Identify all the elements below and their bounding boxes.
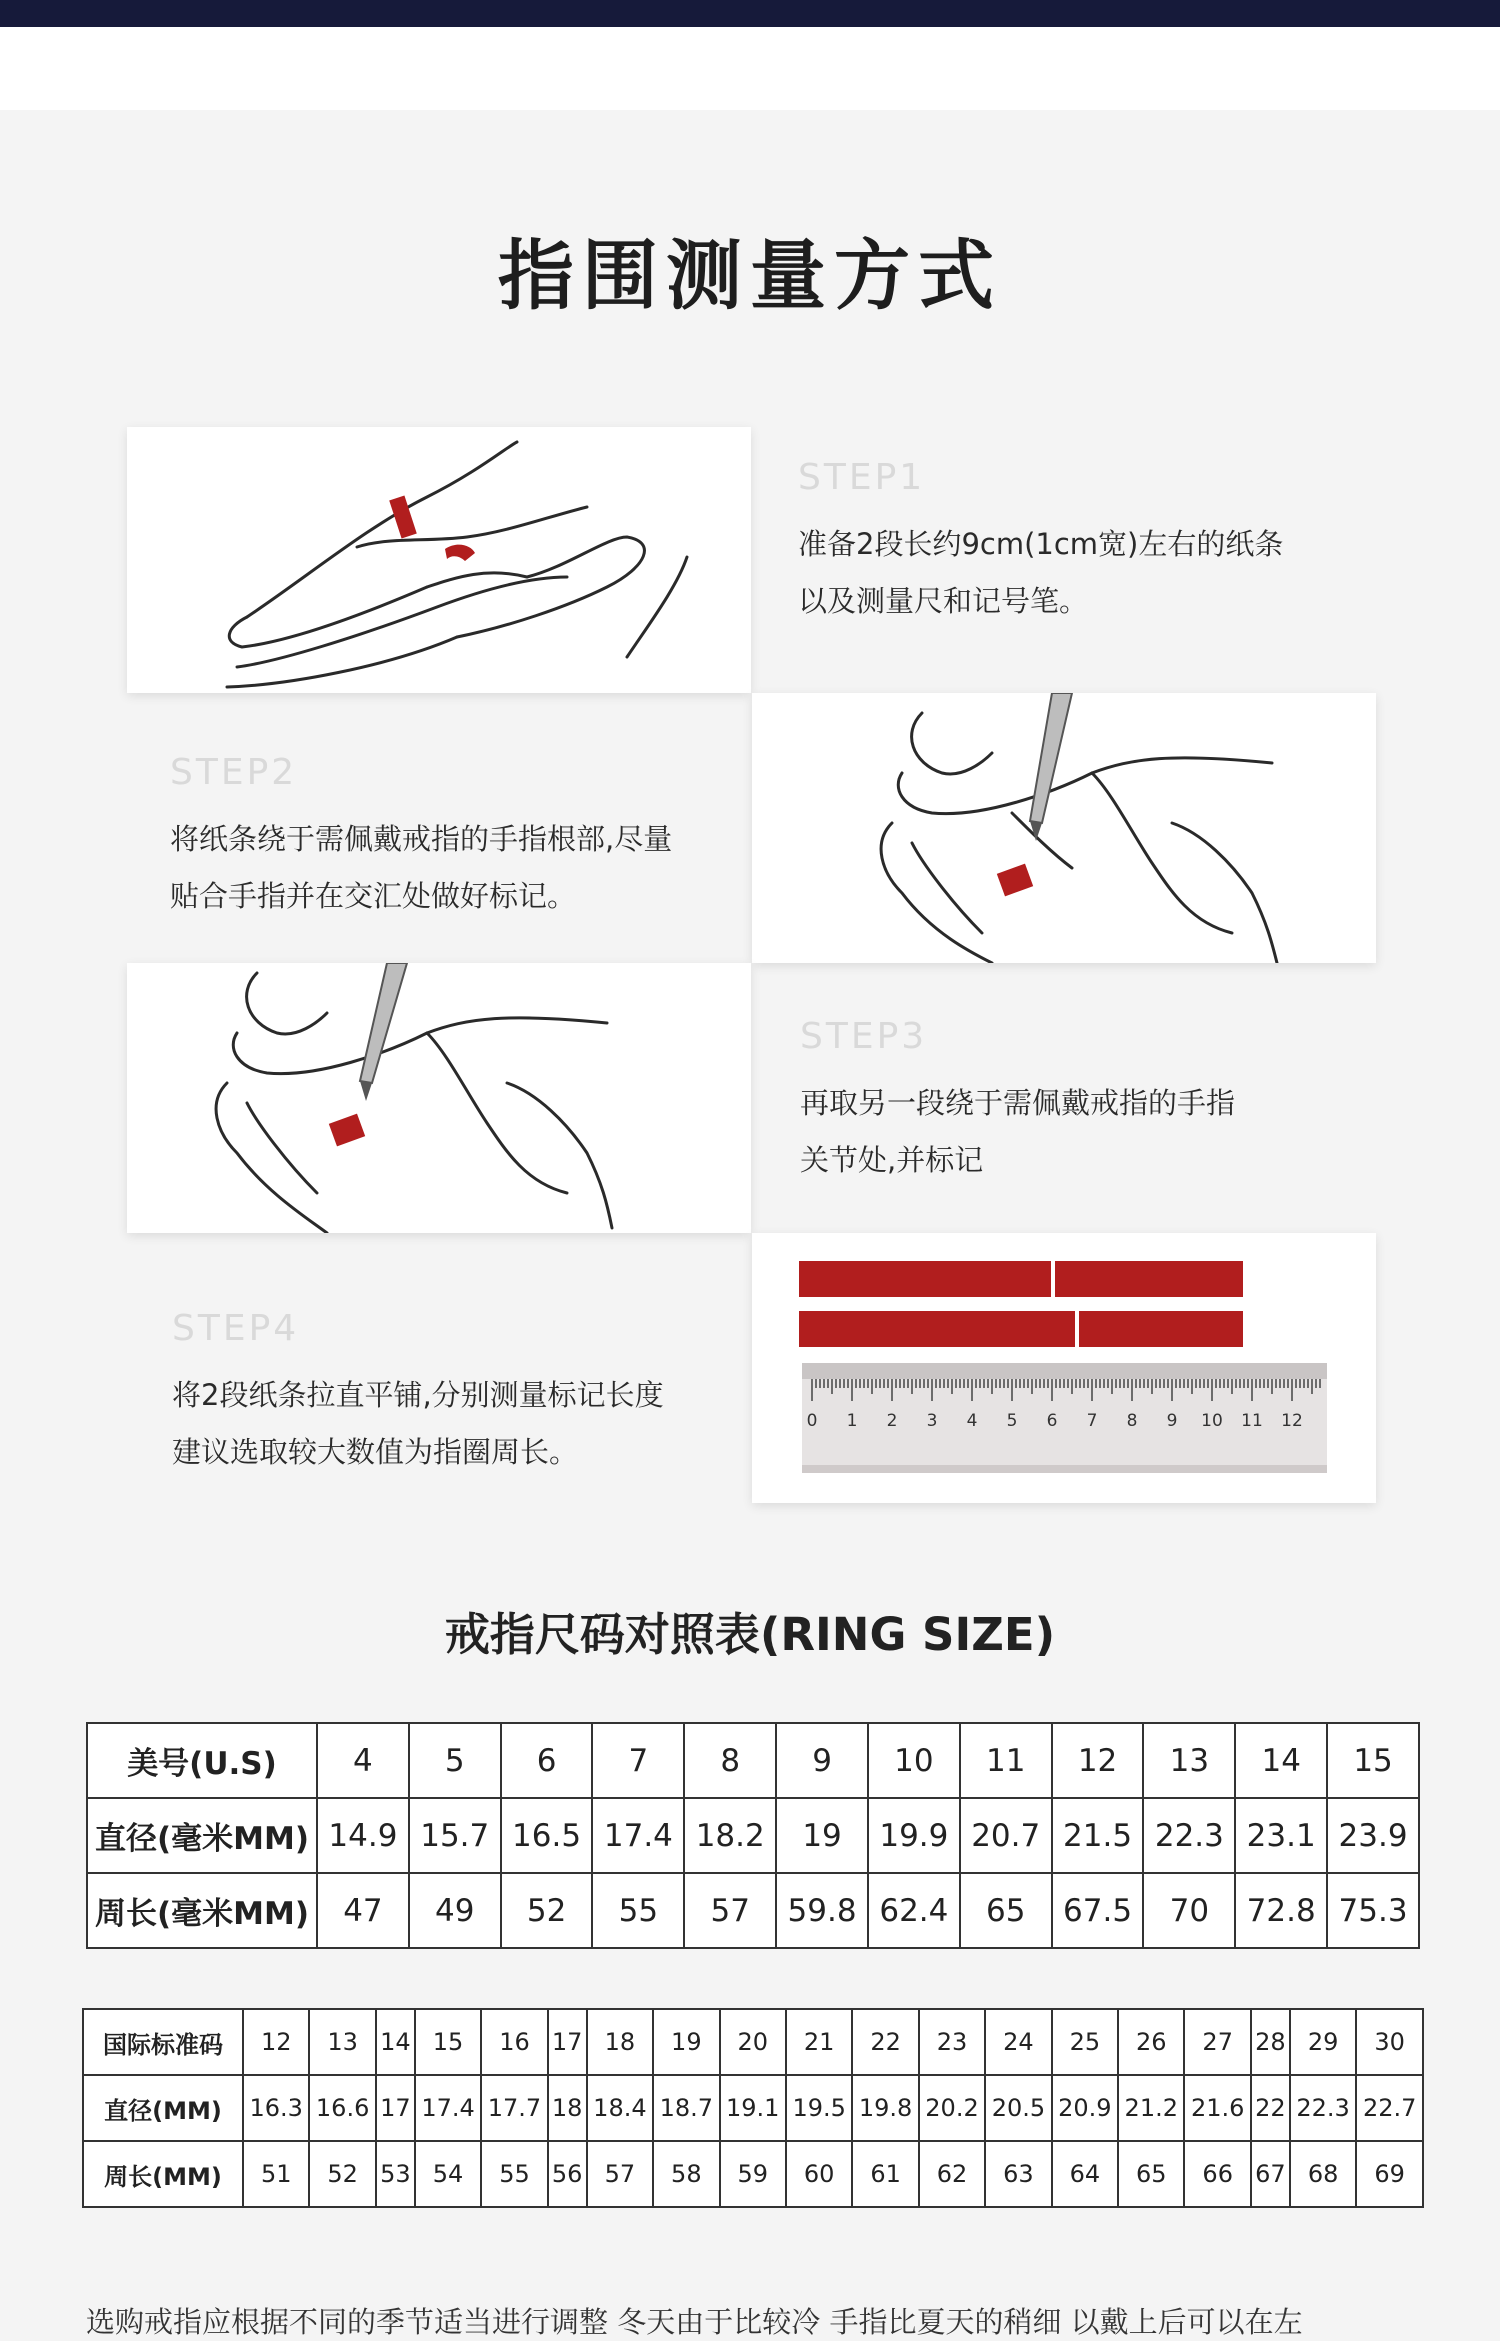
ruler-number: 10 <box>1201 1411 1223 1431</box>
us-size-cell: 8 <box>684 1723 776 1798</box>
us-size-cell: 47 <box>317 1873 409 1948</box>
intl-size-cell: 51 <box>243 2141 309 2207</box>
us-size-cell: 14 <box>1235 1723 1327 1798</box>
ring-size-title: 戒指尺码对照表(RING SIZE) <box>444 1608 1056 1661</box>
us-size-cell: 52 <box>501 1873 593 1948</box>
intl-size-cell: 29 <box>1290 2009 1356 2075</box>
intl-size-cell: 68 <box>1290 2141 1356 2207</box>
intl-size-cell: 63 <box>985 2141 1051 2207</box>
intl-size-cell: 66 <box>1184 2141 1250 2207</box>
us-size-cell: 17.4 <box>592 1798 684 1873</box>
step2-text <box>170 752 730 925</box>
intl-size-cell: 54 <box>415 2141 481 2207</box>
step1-text <box>798 457 1358 630</box>
hand-with-paper-strip-image <box>127 427 751 693</box>
step4-label: STEP4 <box>172 1308 300 1349</box>
intl-size-cell: 16.3 <box>243 2075 309 2141</box>
ruler-number: 2 <box>886 1411 898 1431</box>
intl-size-table <box>82 2008 1424 2208</box>
us-size-row <box>87 1723 1419 1798</box>
top-bar <box>0 0 1500 27</box>
ruler-number: 3 <box>926 1411 938 1431</box>
us-size-cell: 21.5 <box>1052 1798 1144 1873</box>
intl-size-cell: 26 <box>1118 2009 1184 2075</box>
us-size-cell: 19.9 <box>868 1798 960 1873</box>
us-size-cell: 4 <box>317 1723 409 1798</box>
intl-size-cell: 18.4 <box>587 2075 653 2141</box>
intl-size-cell: 20.2 <box>919 2075 985 2141</box>
ruler-number: 7 <box>1086 1411 1098 1431</box>
intl-size-cell: 22.7 <box>1356 2075 1423 2141</box>
intl-size-row-header: 国际标准码 <box>83 2009 243 2075</box>
intl-size-cell: 59 <box>720 2141 786 2207</box>
us-size-cell: 55 <box>592 1873 684 1948</box>
us-size-cell: 9 <box>776 1723 868 1798</box>
intl-size-cell: 65 <box>1118 2141 1184 2207</box>
intl-size-cell: 19.1 <box>720 2075 786 2141</box>
us-size-cell: 19 <box>776 1798 868 1873</box>
step1-label: STEP1 <box>798 457 926 498</box>
us-size-cell: 15.7 <box>409 1798 501 1873</box>
us-size-cell: 62.4 <box>868 1873 960 1948</box>
ruler-number: 12 <box>1281 1411 1303 1431</box>
intl-size-cell: 21.6 <box>1184 2075 1250 2141</box>
us-size-table <box>86 1722 1420 1949</box>
us-size-cell: 5 <box>409 1723 501 1798</box>
ruler-number: 8 <box>1126 1411 1138 1431</box>
intl-size-cell: 17.7 <box>481 2075 547 2141</box>
step2-label: STEP2 <box>170 752 298 793</box>
page-title: 指围测量方式 <box>498 231 1002 320</box>
intl-size-row <box>83 2141 1423 2207</box>
us-size-cell: 20.7 <box>960 1798 1052 1873</box>
us-size-cell: 67.5 <box>1052 1873 1144 1948</box>
intl-size-cell: 62 <box>919 2141 985 2207</box>
strips-and-ruler-image <box>752 1233 1376 1503</box>
intl-size-cell: 19.8 <box>852 2075 918 2141</box>
step3-line2: 关节处,并标记 <box>800 1143 984 1177</box>
us-size-cell: 23.1 <box>1235 1798 1327 1873</box>
us-size-row-header: 直径(毫米MM) <box>87 1798 317 1873</box>
us-size-cell: 7 <box>592 1723 684 1798</box>
intl-size-row-header: 直径(MM) <box>83 2075 243 2141</box>
intl-size-cell: 27 <box>1184 2009 1250 2075</box>
ruler-number: 6 <box>1046 1411 1058 1431</box>
us-size-cell: 49 <box>409 1873 501 1948</box>
intl-size-cell: 28 <box>1251 2009 1290 2075</box>
us-size-row-header: 周长(毫米MM) <box>87 1873 317 1948</box>
intl-size-cell: 21.2 <box>1118 2075 1184 2141</box>
step4-line2: 建议选取较大数值为指圈周长。 <box>172 1435 579 1469</box>
intl-size-row-header: 周长(MM) <box>83 2141 243 2207</box>
intl-size-cell: 64 <box>1052 2141 1118 2207</box>
us-size-cell: 70 <box>1143 1873 1235 1948</box>
us-size-row <box>87 1798 1419 1873</box>
intl-size-cell: 58 <box>653 2141 719 2207</box>
intl-size-cell: 17 <box>376 2075 415 2141</box>
intl-size-cell: 55 <box>481 2141 547 2207</box>
us-size-cell: 18.2 <box>684 1798 776 1873</box>
step1-line2: 以及测量尺和记号笔。 <box>798 584 1089 618</box>
us-size-cell: 16.5 <box>501 1798 593 1873</box>
intl-size-cell: 15 <box>415 2009 481 2075</box>
step1-illustration <box>127 427 751 693</box>
ruler-number: 9 <box>1166 1411 1178 1431</box>
intl-size-cell: 14 <box>376 2009 415 2075</box>
step4-line1: 将2段纸条拉直平铺,分别测量标记长度 <box>172 1378 664 1412</box>
intl-size-cell: 19 <box>653 2009 719 2075</box>
intl-size-cell: 18 <box>548 2075 587 2141</box>
intl-size-cell: 30 <box>1356 2009 1423 2075</box>
ruler-number: 5 <box>1006 1411 1018 1431</box>
us-size-cell: 22.3 <box>1143 1798 1235 1873</box>
intl-size-cell: 25 <box>1052 2009 1118 2075</box>
intl-size-cell: 22.3 <box>1290 2075 1356 2141</box>
step3-text <box>800 1016 1360 1189</box>
us-size-cell: 6 <box>501 1723 593 1798</box>
header-band <box>0 27 1500 110</box>
us-size-cell: 11 <box>960 1723 1052 1798</box>
us-size-row <box>87 1873 1419 1948</box>
marking-finger-image <box>752 693 1376 963</box>
ruler-number: 4 <box>966 1411 978 1431</box>
intl-size-cell: 23 <box>919 2009 985 2075</box>
us-size-cell: 15 <box>1327 1723 1419 1798</box>
step3-label: STEP3 <box>800 1016 928 1057</box>
ruler-number: 1 <box>846 1411 858 1431</box>
us-size-cell: 65 <box>960 1873 1052 1948</box>
intl-size-cell: 52 <box>309 2141 375 2207</box>
intl-size-cell: 20.5 <box>985 2075 1051 2141</box>
intl-size-cell: 53 <box>376 2141 415 2207</box>
marking-knuckle-image <box>127 963 751 1233</box>
intl-size-cell: 67 <box>1251 2141 1290 2207</box>
intl-size-cell: 24 <box>985 2009 1051 2075</box>
intl-size-cell: 57 <box>587 2141 653 2207</box>
step3-illustration <box>127 963 751 1233</box>
intl-size-row <box>83 2009 1423 2075</box>
intl-size-cell: 60 <box>786 2141 852 2207</box>
intl-size-cell: 18.7 <box>653 2075 719 2141</box>
us-size-cell: 14.9 <box>317 1798 409 1873</box>
step2-line2: 贴合手指并在交汇处做好标记。 <box>170 879 577 913</box>
intl-size-cell: 16 <box>481 2009 547 2075</box>
ruler-number: 11 <box>1241 1411 1263 1431</box>
intl-size-cell: 56 <box>548 2141 587 2207</box>
step2-line1: 将纸条绕于需佩戴戒指的手指根部,尽量 <box>170 822 673 856</box>
step3-line1: 再取另一段绕于需佩戴戒指的手指 <box>800 1086 1236 1120</box>
step4-text <box>172 1308 732 1481</box>
us-size-cell: 13 <box>1143 1723 1235 1798</box>
step2-illustration <box>752 693 1376 963</box>
intl-size-cell: 61 <box>852 2141 918 2207</box>
intl-size-cell: 19.5 <box>786 2075 852 2141</box>
intl-size-cell: 69 <box>1356 2141 1423 2207</box>
us-size-cell: 10 <box>868 1723 960 1798</box>
intl-size-cell: 12 <box>243 2009 309 2075</box>
intl-size-cell: 21 <box>786 2009 852 2075</box>
intl-size-cell: 16.6 <box>309 2075 375 2141</box>
intl-size-cell: 20 <box>720 2009 786 2075</box>
intl-size-cell: 20.9 <box>1052 2075 1118 2141</box>
intl-size-cell: 22 <box>852 2009 918 2075</box>
us-size-cell: 59.8 <box>776 1873 868 1948</box>
intl-size-cell: 22 <box>1251 2075 1290 2141</box>
step4-illustration <box>752 1233 1376 1503</box>
intl-size-cell: 17.4 <box>415 2075 481 2141</box>
footer-note: 选购戒指应根据不同的季节适当进行调整 冬天由于比较冷 手指比夏天的稍细 以戴上后可以在左 <box>86 2305 1303 2339</box>
us-size-cell: 75.3 <box>1327 1873 1419 1948</box>
intl-size-row <box>83 2075 1423 2141</box>
us-size-cell: 23.9 <box>1327 1798 1419 1873</box>
intl-size-cell: 13 <box>309 2009 375 2075</box>
intl-size-cell: 18 <box>587 2009 653 2075</box>
us-size-cell: 72.8 <box>1235 1873 1327 1948</box>
us-size-cell: 12 <box>1052 1723 1144 1798</box>
us-size-row-header: 美号(U.S) <box>87 1723 317 1798</box>
intl-size-cell: 17 <box>548 2009 587 2075</box>
us-size-cell: 57 <box>684 1873 776 1948</box>
step1-line1: 准备2段长约9cm(1cm宽)左右的纸条 <box>798 527 1284 561</box>
ruler-number: 0 <box>806 1411 818 1431</box>
